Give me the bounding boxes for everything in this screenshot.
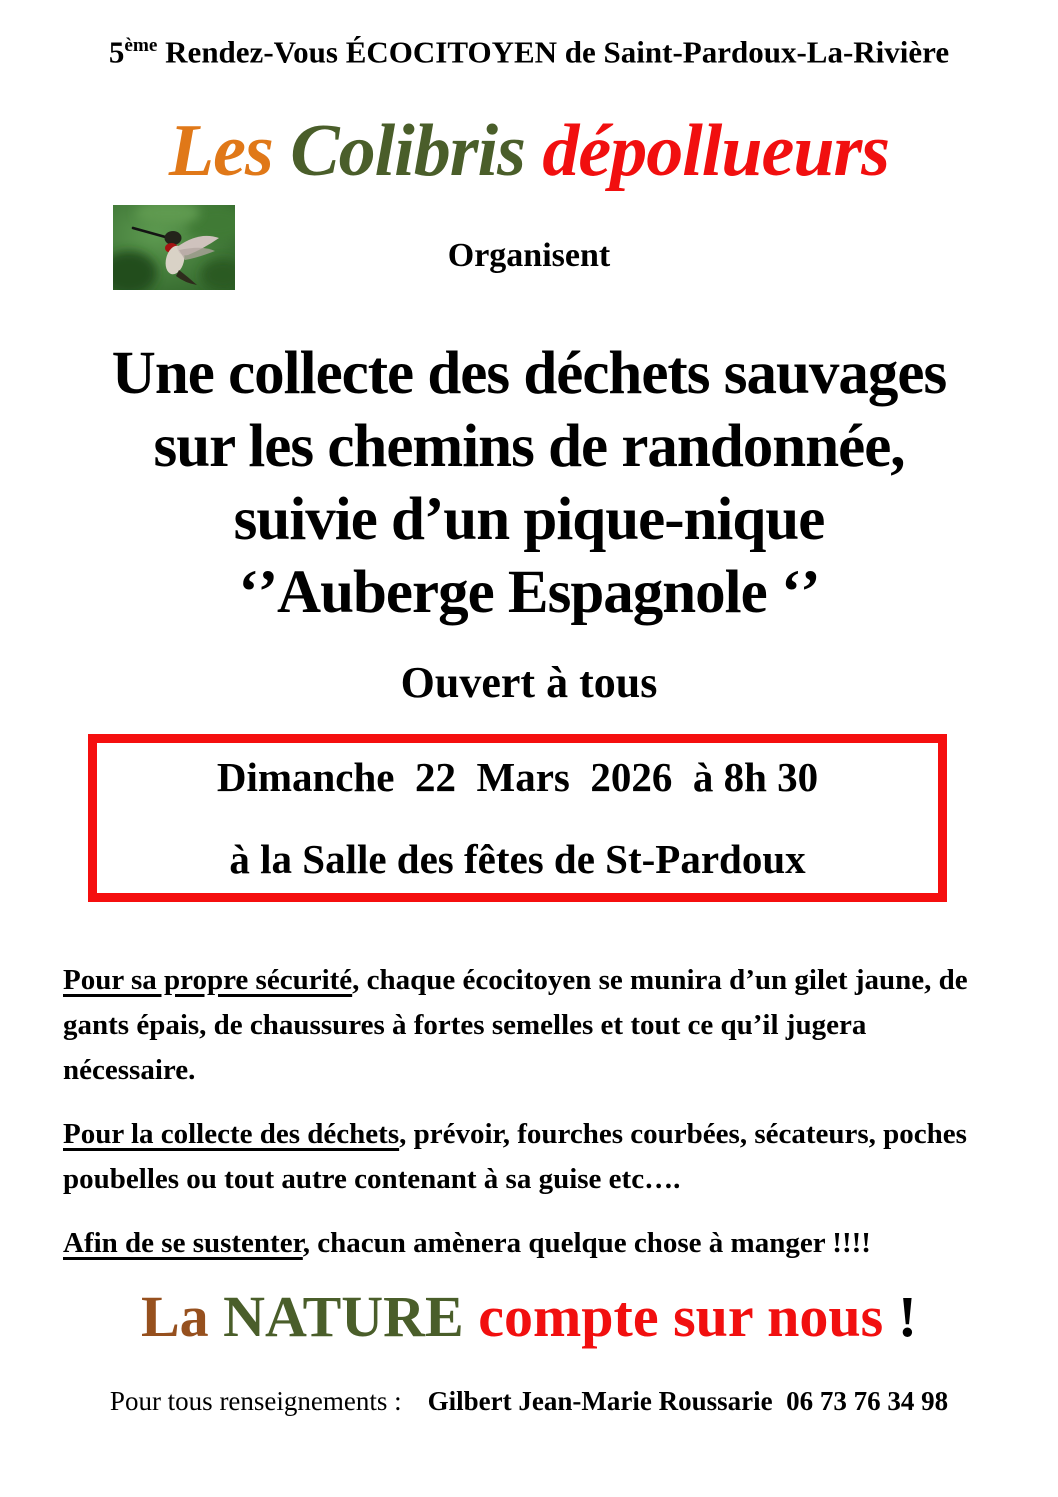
closing-word-la: La <box>140 1284 224 1350</box>
event-edition-header <box>0 0 1058 71</box>
contact-label: Pour tous renseignements : <box>109 1386 402 1417</box>
edition-superscript: ème <box>124 35 158 56</box>
hummingbird-photo <box>113 205 235 290</box>
closing-word-compte: compte sur nous <box>478 1284 898 1350</box>
collection-paragraph-lead: Pour la collecte des déchets <box>63 1118 400 1151</box>
organiser-row <box>0 201 1058 297</box>
edition-number: 5 <box>108 34 125 70</box>
date-line: Dimanche 22 Mars 2026 à 8h 30 <box>216 754 819 801</box>
closing-slogan <box>0 1282 1058 1352</box>
contact-info: Gilbert Jean-Marie Roussarie 06 73 76 34 98 <box>427 1386 949 1417</box>
edition-rest: Rendez-Vous ÉCOCITOYEN de Saint-Pardoux-La-Rivière <box>157 34 950 70</box>
organisent-label: Organisent <box>447 237 611 275</box>
instructions-section <box>63 958 1000 1266</box>
event-heading-line-2: sur les chemins de randonnée, <box>153 413 905 481</box>
food-paragraph-lead: Afin de se sustenter <box>63 1227 303 1260</box>
food-paragraph <box>63 1221 1000 1266</box>
date-venue-box <box>88 734 947 902</box>
safety-paragraph-lead: Pour sa propre sécurité <box>63 964 353 997</box>
food-paragraph-rest: , chacun amènera quelque chose à manger !!!! <box>302 1227 871 1260</box>
collection-paragraph-rest: , prévoir, fourches courbées, sécateurs, poches poubelles ou tout autre contenant à sa guise etc…. <box>63 1118 967 1196</box>
event-heading <box>0 337 1058 629</box>
safety-paragraph-rest: , chaque écocitoyen se munira d’un gilet jaune, de gants épais, de chaussures à fortes semelles et tout ce qu’il jugera nécessaire. <box>63 964 968 1087</box>
title-word-depollueurs: dépollueurs <box>542 110 890 193</box>
safety-paragraph <box>63 958 1000 1093</box>
closing-word-nature: NATURE <box>223 1284 479 1350</box>
open-to-all-label: Ouvert à tous <box>400 658 658 708</box>
event-heading-line-1: Une collecte des déchets sauvages <box>111 340 947 408</box>
venue-line: à la Salle des fêtes de St-Pardoux <box>229 836 806 883</box>
closing-exclamation: ! <box>897 1284 918 1350</box>
event-heading-line-4: ‘’Auberge Espagnole ‘’ <box>238 559 820 627</box>
footer <box>0 1386 1058 1417</box>
event-heading-line-3: suivie d’un pique-nique <box>233 486 825 554</box>
collection-paragraph <box>63 1112 1000 1202</box>
page-title <box>0 101 1058 201</box>
title-word-colibris: Colibris <box>290 110 543 193</box>
title-word-les: Les <box>168 110 291 193</box>
